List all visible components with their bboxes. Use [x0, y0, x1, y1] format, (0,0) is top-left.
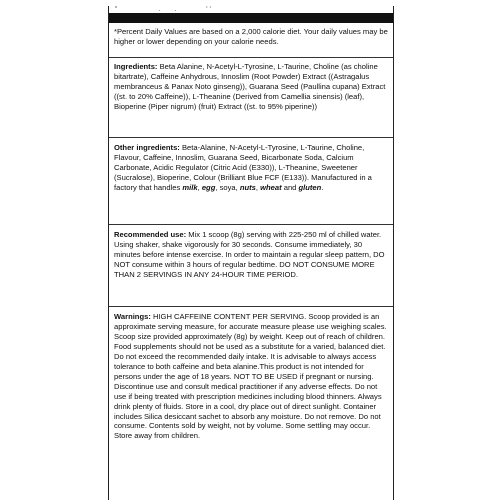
separator: , [255, 182, 261, 192]
top-heavy-rule [109, 13, 393, 23]
allergen-nuts: nuts [239, 182, 256, 192]
warnings-text: HIGH CAFFEINE CONTENT PER SERVING. Scoop provided is an approximate serving measure, for accurate measure please use weighing scales. Scoop size provided approximately (8g) by weight. Keep out of reach of children. Food supplements should not be used as a substitute for a varied, balanced diet. Do not exceed the recommended daily intake. It is advisable to always access tolerance to both caffeine and beta alanine.This product is not intended for persons under the age of 18 years. NOT TO BE USED if pregnant or nursing. Discontinue use and consult medical practitioner if any adverse effects. Do not use if being treated with prescription medicines including blood thinners. Always drink plenty of fluids. Store in a cool, dry place out of direct sunlight. Container includes Silica desiccant sachet to absorb any moisture. Do not remove. Do not consume. Contents sold by weight, not by volume. Some settling may occur. Store away from children. [114, 312, 387, 441]
ingredients-section [114, 62, 388, 112]
separator: . [321, 182, 324, 192]
separator: , soya, [215, 182, 240, 192]
ingredients-text: Beta Alanine, N-Acetyl-L-Tyrosine, L-Taurine, Choline (as choline bitartrate), Caffeine Anhydrous, Innoslim (Root Powder) Extract ((Astragalus membranceus & Panax Noto ginseng)), Guarana Seed (Paullina cupana) Extract ((st. to 20% Caffeine)), L-Theanine (Derived from Camellia sinensis) (leaf), Bioperine (Piper nigrum) (fruit) Extract ((st. to 95% piperine)) [114, 62, 386, 111]
allergen-wheat: wheat [260, 182, 282, 192]
section-divider [109, 137, 393, 138]
other-ingredients-heading: Other ingredients: [114, 143, 180, 152]
separator: , [197, 182, 202, 192]
supplement-label-panel [108, 6, 394, 500]
separator: and [281, 182, 299, 192]
top-marks: “ . . ‘‘ [115, 6, 214, 13]
allergen-gluten: gluten [298, 182, 322, 192]
section-divider [109, 224, 393, 225]
warnings-heading: Warnings: [114, 312, 151, 321]
daily-value-note: *Percent Daily Values are based on a 2,000 calorie diet. Your daily values may be higher or lower depending on your calorie needs. [114, 27, 388, 46]
allergen-egg: egg [201, 182, 216, 192]
other-ingredients-text: Beta-Alanine, N-Acetyl-L-Tyrosine, L-Taurine, Choline, Flavour, Caffeine, Innoslim, Guarana Seed, Bicarbonate Soda, Calcium Carbonate, Acidic Regulator (Citric Acid (E330)), L-Theanine, Sweetener (Sucralose), Bioperine, Colour (Brilliant Blue FCF (E133)). Manufactured in a factory that handles [114, 143, 372, 192]
recommended-use-heading: Recommended use: [114, 230, 187, 239]
recommended-use-section [114, 230, 388, 280]
warnings-section [114, 312, 388, 441]
allergen-milk: milk [182, 182, 198, 192]
section-divider [109, 57, 393, 58]
ingredients-heading: Ingredients: [114, 62, 158, 71]
other-ingredients-section [114, 143, 388, 193]
recommended-use-text: Mix 1 scoop (8g) serving with 225-250 ml of chilled water. Using shaker, shake vigorously for 30 seconds. Consume immediately, 30 minutes before intense exercise. In order to maintain a regular sleep pattern, DO NOT consume within 3 hours of regular bedtime. DO NOT CONSUME MORE THAN 2 SERVINGS IN ANY 24-HOUR TIME PERIOD. [114, 230, 385, 279]
section-divider [109, 306, 393, 307]
